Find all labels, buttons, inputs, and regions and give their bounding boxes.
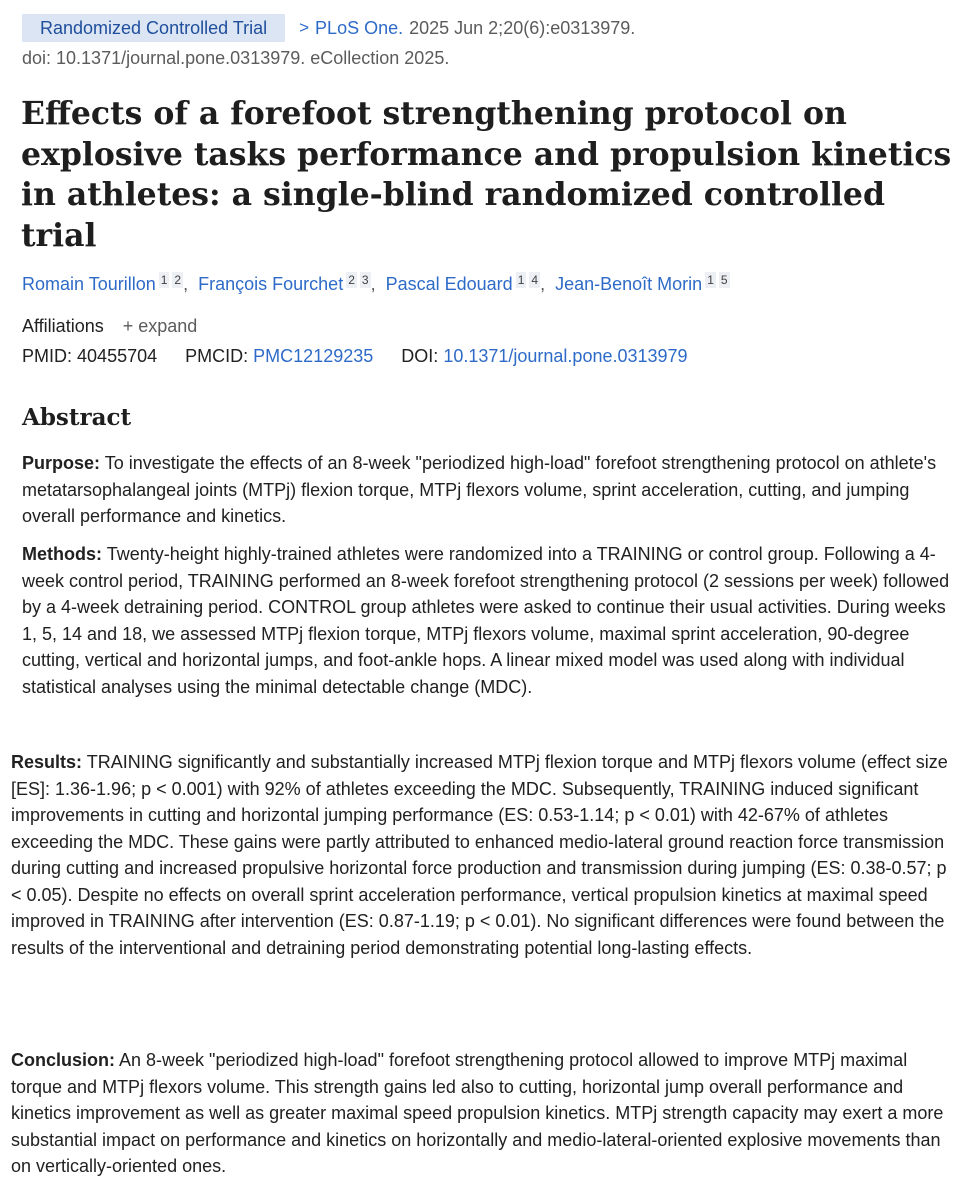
methods-text: Twenty-height highly-trained athletes were randomized into a TRAINING or control group. Following a 4-week control period, TRAINING performed an 8-week forefoot strengthening protocol (2 sessions per week) followed by a 4-week detraining period. CONTROL group athletes were asked to continue their usual activities. During weeks 1, 5, 14 and 18, we assessed MTPj flexion torque, MTPj flexors volume, maximal sprint acceleration, 90-degree cutting, vertical and horizontal jumps, and foot-ankle hops. A linear mixed model was used along with individual statistical analyses using the minimal detectable change (MDC).: [22, 544, 950, 697]
author-list: Romain Tourillon $^1$ $^2$ , François Fourchet $^2$ $^3$ , Pascal Edouard $^1$ $^4$ , Jean-Benoît Morin $^1$ $^5$: [22, 273, 728, 294]
conclusion-label: Conclusion:: [11, 1050, 115, 1070]
doi-label: DOI:: [401, 346, 439, 366]
affiliation-number[interactable]: 1: [707, 273, 714, 287]
purpose-text: To investigate the effects of an 8-week "periodized high-load" forefoot strengthening protocol on athlete's metatarsophalangeal joints (MTPj) flexion torque, MTPj flexors volume, sprint acceleration, cutting, and jumping overall performance and kinetics.: [22, 453, 937, 526]
publication-type-badge[interactable]: Randomized Controlled Trial: [22, 14, 285, 42]
pmid-label: PMID:: [22, 346, 73, 366]
affiliations-label: Affiliations: [22, 316, 104, 336]
journal-link[interactable]: PLoS One.: [315, 17, 404, 38]
affiliations-toggle[interactable]: [22, 316, 197, 337]
affiliation-number[interactable]: 5: [720, 273, 728, 287]
purpose-label: Purpose:: [22, 453, 101, 473]
affiliation-number[interactable]: 1: [517, 273, 525, 287]
results-label: Results:: [11, 752, 83, 772]
author-link[interactable]: Pascal Edouard: [385, 274, 513, 294]
citation-header: [22, 13, 635, 43]
abstract-purpose: [22, 450, 962, 530]
pmcid-link[interactable]: PMC12129235: [253, 346, 374, 366]
author-link[interactable]: François Fourchet: [198, 274, 344, 294]
pmcid-label: PMCID:: [185, 346, 249, 366]
affiliation-number[interactable]: 3: [361, 273, 369, 287]
citation-details: 2025 Jun 2;20(6):e0313979.: [409, 17, 636, 38]
conclusion-text: An 8-week "periodized high-load" forefoot strengthening protocol allowed to improve MTPj maximal torque and MTPj flexors volume. This strength gains led also to cutting, horizontal jump overall performance and kinetics improvement as well as greater maximal speed propulsion kinetics. MTPj strength capacity may exert a more substantial impact on performance and kinetics on horizontally and medio-lateral-oriented explosive movements than on vertically-oriented ones.: [11, 1050, 944, 1176]
abstract-methods: [22, 541, 962, 700]
article-title: Effects of a forefoot strengthening protocol on explosive tasks performance and propulsion kinetics in athletes: a single-blind randomized controlled trial: [21, 95, 952, 254]
chevron-right-icon[interactable]: >: [299, 18, 310, 37]
pmid-value: 40455704: [77, 346, 158, 366]
methods-label: Methods:: [22, 544, 102, 564]
author-link[interactable]: Romain Tourillon: [22, 274, 156, 294]
abstract-conclusion: [11, 1047, 961, 1180]
expand-button[interactable]: + expand: [122, 316, 198, 336]
author-link[interactable]: Jean-Benoît Morin: [555, 274, 703, 294]
abstract-heading: Abstract: [22, 404, 132, 431]
doi-link[interactable]: 10.1371/journal.pone.0313979: [443, 346, 688, 366]
abstract-results: [11, 749, 961, 961]
affiliation-number[interactable]: 4: [531, 273, 539, 287]
affiliation-number[interactable]: 2: [348, 273, 355, 287]
affiliation-number[interactable]: 1: [160, 273, 168, 287]
identifiers-row: [22, 346, 688, 367]
results-text: TRAINING significantly and substantially increased MTPj flexion torque and MTPj flexors volume (effect size [ES]: 1.36-1.96; p < 0.001) with 92% of athletes exceeding the MDC. Subsequently, TRAINING induced significant improvements in cutting and horizontal jumping performance (ES: 0.53-1.14; p < 0.01) with 42-67% of athletes exceeding the MDC. These gains were partly attributed to enhanced medio-lateral ground reaction force transmission during cutting and increased propulsive horizontal force production and transmission during jumping (ES: 0.38-0.57; p < 0.05). Despite no effects on overall sprint acceleration performance, vertical propulsion kinetics at maximal speed improved in TRAINING after intervention (ES: 0.87-1.19; p < 0.01). No significant differences were found between the results of the interventional and detraining period demonstrating potential long-lasting effects.: [11, 752, 948, 958]
affiliation-number[interactable]: 2: [174, 273, 182, 287]
doi-line: doi: 10.1371/journal.pone.0313979. eCollection 2025.: [22, 48, 450, 68]
